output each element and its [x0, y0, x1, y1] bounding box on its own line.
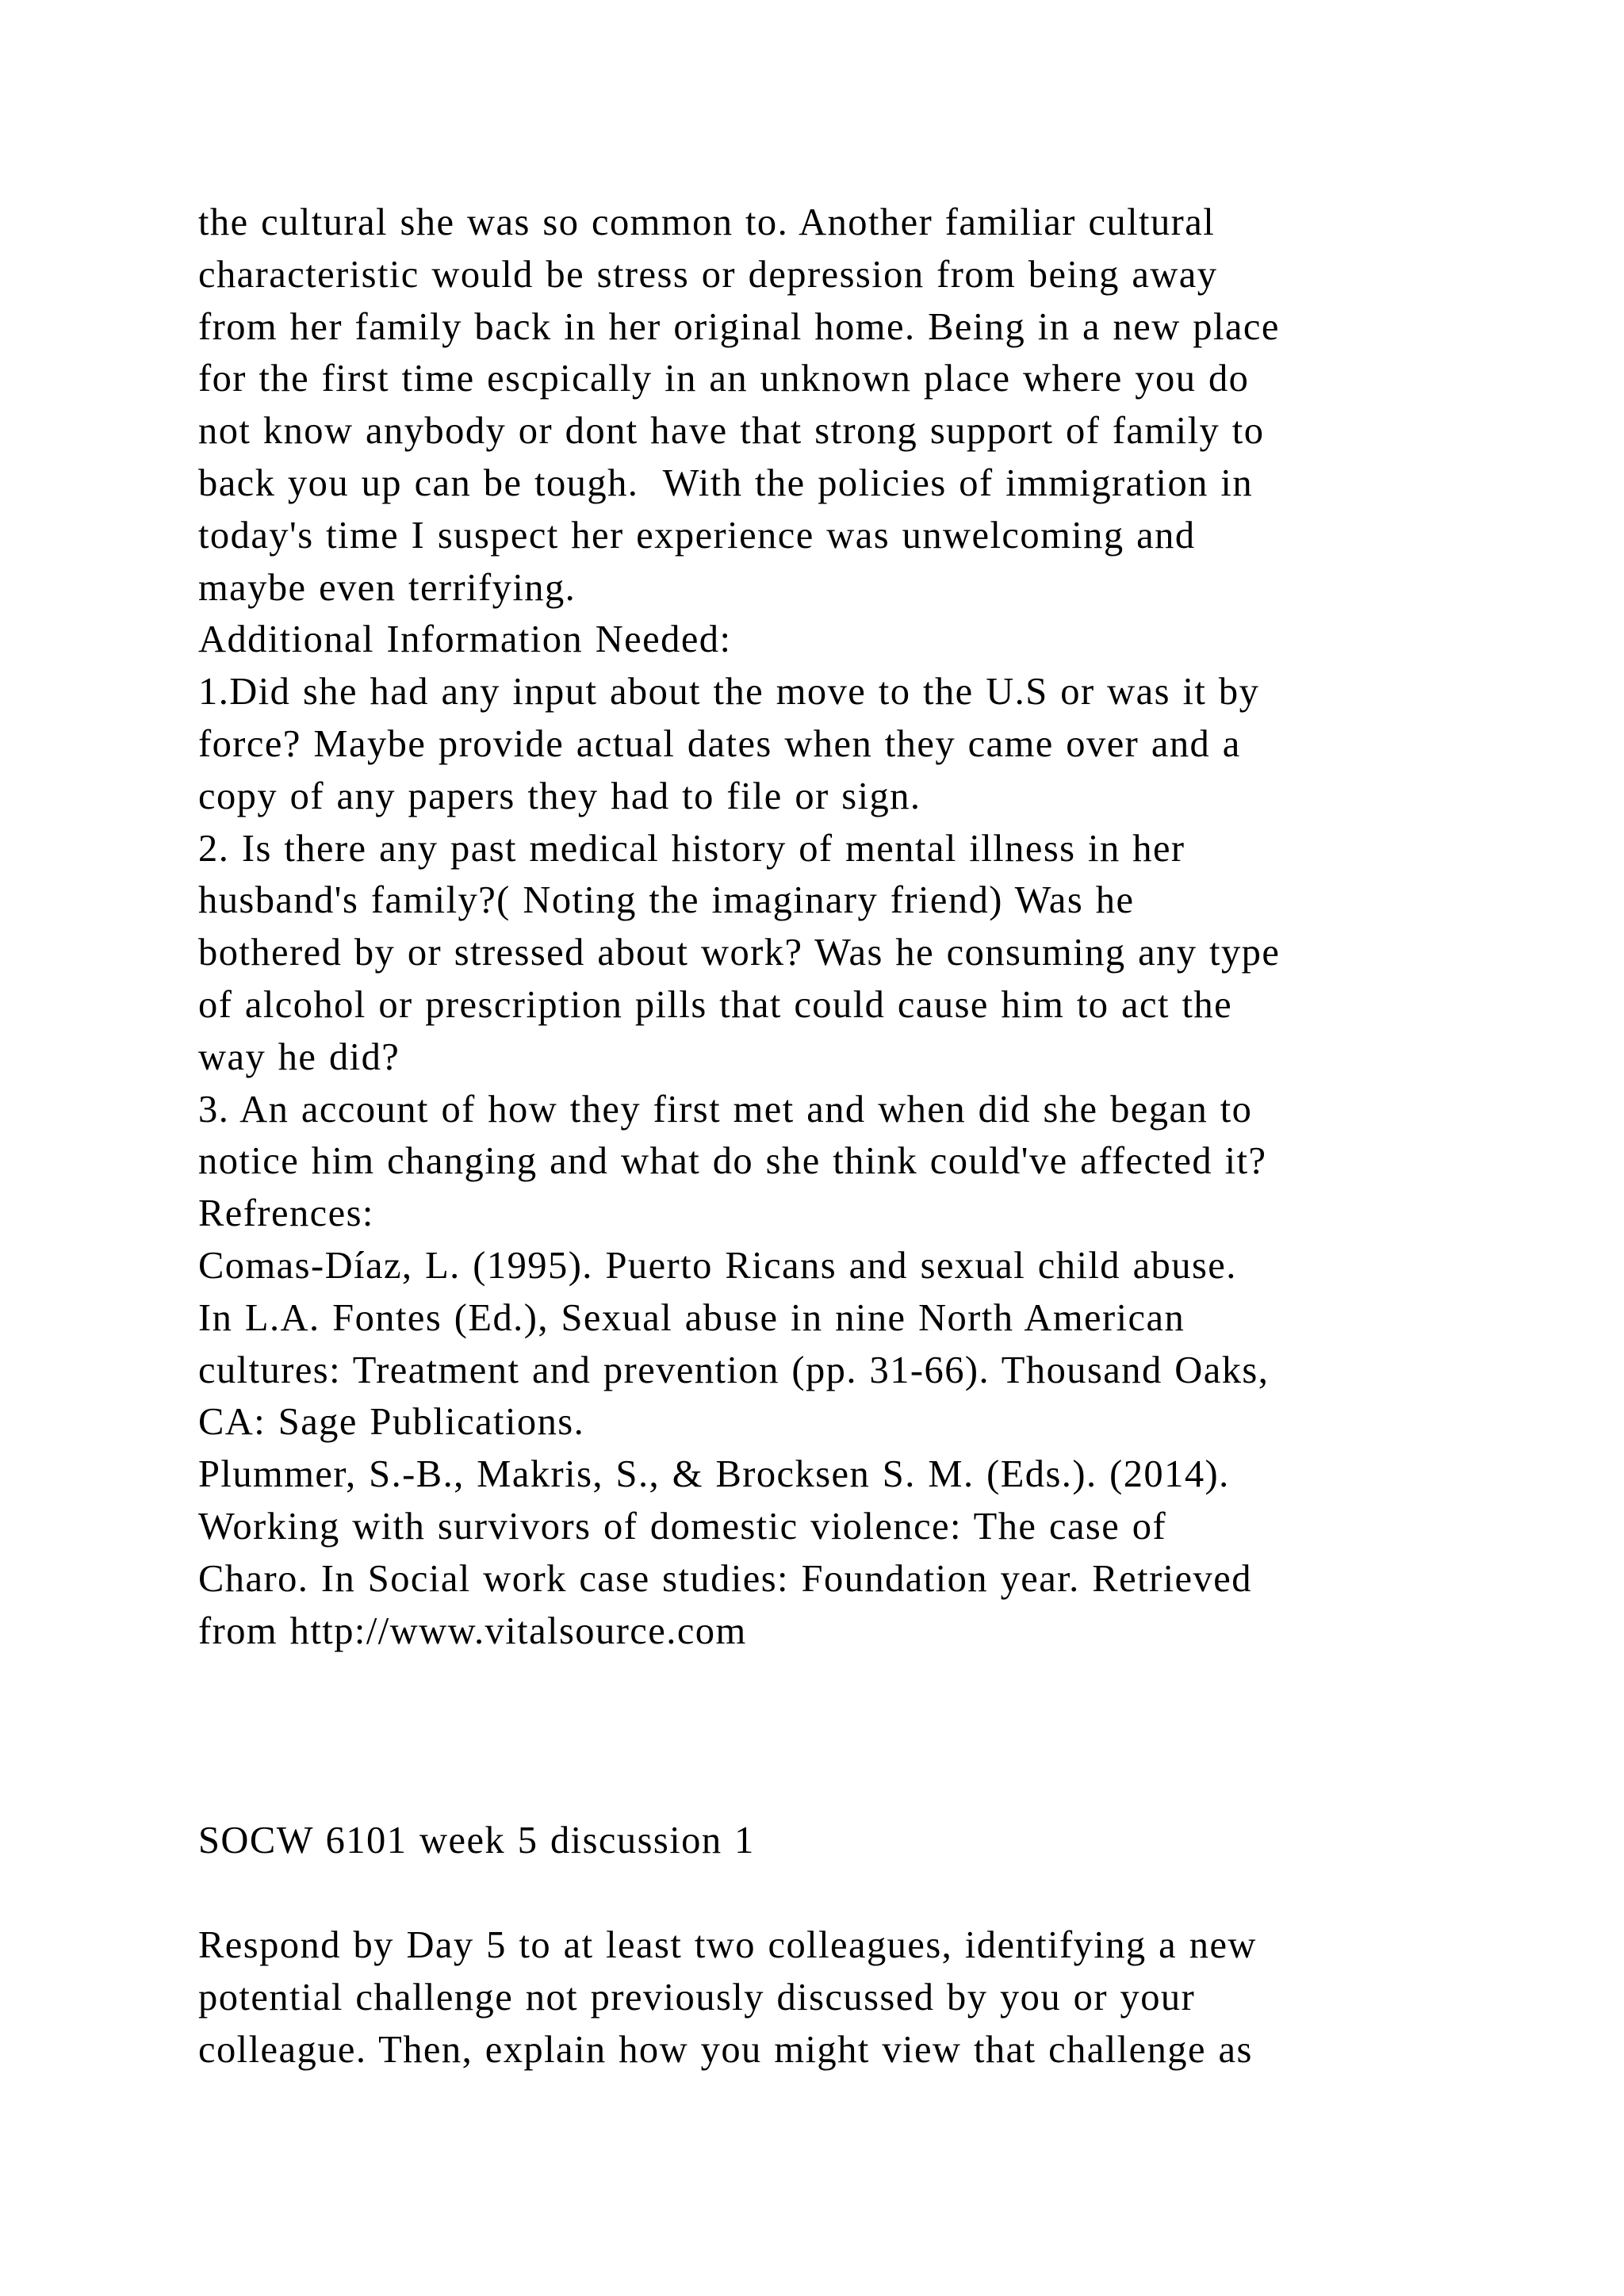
text-line: 1.Did she had any input about the move to the U.S or was it by — [198, 671, 1260, 714]
reference-line: Charo. In Social work case studies: Foundation year. Retrieved — [198, 1557, 1252, 1600]
text-line: potential challenge not previously discussed by you or your — [198, 1976, 1196, 2019]
text-line: notice him changing and what do she think could've affected it? — [198, 1140, 1267, 1183]
reference-line: Plummer, S.-B., Makris, S., & Brocksen S. M. (Eds.). (2014). — [198, 1453, 1230, 1496]
text-line: bothered by or stressed about work? Was he consuming any type — [198, 932, 1281, 974]
text-line: characteristic would be stress or depression from being away — [198, 253, 1218, 296]
text-line: 2. Is there any past medical history of mental illness in her — [198, 827, 1185, 870]
text-line: of alcohol or prescription pills that could cause him to act the — [198, 983, 1233, 1026]
text-line: today's time I suspect her experience was unwelcoming and — [198, 514, 1196, 557]
body-text — [198, 197, 1546, 1657]
text-line: copy of any papers they had to file or sign. — [198, 775, 921, 817]
discussion-title-block — [198, 1815, 1546, 1867]
reference-line: from http://www.vitalsource.com — [198, 1609, 747, 1652]
text-line: from her family back in her original home. Being in a new place — [198, 305, 1280, 348]
respond-instructions — [198, 1919, 1546, 2076]
reference-line: cultures: Treatment and prevention (pp. 31-66). Thousand Oaks, — [198, 1349, 1270, 1391]
section-heading-references: Refrences: — [198, 1192, 374, 1235]
text-line: Respond by Day 5 to at least two colleagues, identifying a new — [198, 1924, 1257, 1966]
reference-line: In L.A. Fontes (Ed.), Sexual abuse in nine North American — [198, 1296, 1185, 1339]
reference-line: Working with survivors of domestic violence: The case of — [198, 1505, 1167, 1548]
text-line: way he did? — [198, 1035, 400, 1078]
text-line: the cultural she was so common to. Another familiar cultural — [198, 201, 1216, 243]
reference-line: Comas-Díaz, L. (1995). Puerto Ricans and sexual child abuse. — [198, 1244, 1237, 1287]
section-heading-additional-info: Additional Information Needed: — [198, 618, 732, 661]
reference-line: CA: Sage Publications. — [198, 1401, 585, 1444]
text-line: maybe even terrifying. — [198, 566, 576, 609]
text-line: back you up can be tough. With the policies of immigration in — [198, 461, 1254, 504]
text-line: for the first time escpically in an unknown place where you do — [198, 358, 1250, 400]
discussion-title: SOCW 6101 week 5 discussion 1 — [198, 1820, 755, 1862]
text-line: 3. An account of how they first met and when did she began to — [198, 1088, 1253, 1131]
text-line: force? Maybe provide actual dates when they came over and a — [198, 722, 1241, 765]
text-line: husband's family?( Noting the imaginary friend) Was he — [198, 879, 1135, 922]
text-line: not know anybody or dont have that strong support of family to — [198, 410, 1265, 453]
text-line: colleague. Then, explain how you might view that challenge as — [198, 2028, 1253, 2071]
